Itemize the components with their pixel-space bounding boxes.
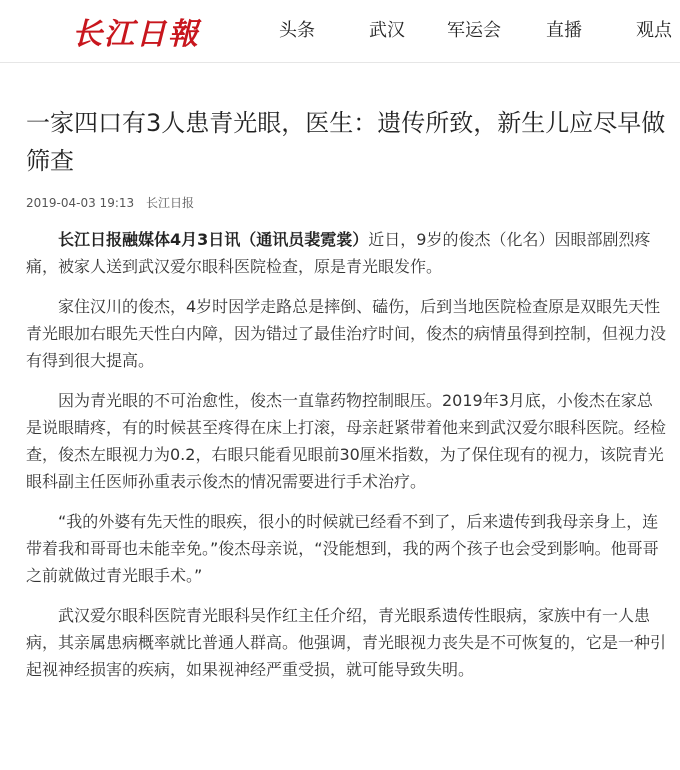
nav-item-wuhan[interactable]: 武汉 [369,20,405,41]
article-title: 一家四口有3人患青光眼，医生：遗传所致，新生儿应尽早做筛查 [26,109,666,175]
lead-paragraph [26,226,666,280]
body-paragraph: 武汉爱尔眼科医院青光眼科吴作红主任介绍，青光眼系遗传性眼病，家族中有一人患病，其亲属患病概率就比普通人群高。他强调，青光眼视力丧失是不可恢复的，它是一种引起视神经损害的疾病，如果视神经严重受损，就可能导致失明。 [26,606,667,679]
body-paragraph: 家住汉川的俊杰，4岁时因学走路总是摔倒、磕伤，后到当地医院检查原是双眼先天性青光眼加右眼先天性白内障，因为错过了最佳治疗时间，俊杰的病情虽得到控制，但视力没有得到很大提高。 [26,297,667,370]
top-navigation-bar [0,0,680,63]
site-logo[interactable]: 长江日報 [72,17,200,52]
nav-item-opinion[interactable]: 观点 [636,20,672,41]
nav-item-military-games[interactable]: 军运会 [447,20,501,41]
publish-date: 2019-04-03 19:13 [26,196,135,210]
article-meta [26,194,666,212]
article-source: 长江日报 [145,196,194,210]
nav-item-live[interactable]: 直播 [546,20,582,41]
body-paragraph: “我的外婆有先天性的眼疾，很小的时候就已经看不到了，后来遗传到我母亲身上，连带着我和哥哥也未能幸免。”俊杰母亲说，“没能想到，我的两个孩子也会受到影响。他哥哥之前就做过青光眼手术。” [26,512,659,585]
nav-item-headlines[interactable]: 头条 [279,20,315,41]
byline: 长江日报融媒体4月3日讯（通讯员裴霓裳） [58,230,369,249]
article [26,104,666,696]
lead-text: 近日，9岁的俊杰（化名）因眼部剧烈疼痛，被家人送到武汉爱尔眼科医院检查，原是青光眼发作。 [26,230,651,276]
channel-nav [0,16,680,44]
article-body [26,226,666,683]
body-paragraph: 因为青光眼的不可治愈性，俊杰一直靠药物控制眼压。2019年3月底，小俊杰在家总是说眼睛疼，有的时候甚至疼得在床上打滚，母亲赶紧带着他来到武汉爱尔眼科医院。经检查，俊杰左眼视力为0.2，右眼只能看见眼前30厘米指数，为了保住现有的视力，该院青光眼科副主任医师孙重表示俊杰的情况需要进行手术治疗。 [26,391,667,491]
